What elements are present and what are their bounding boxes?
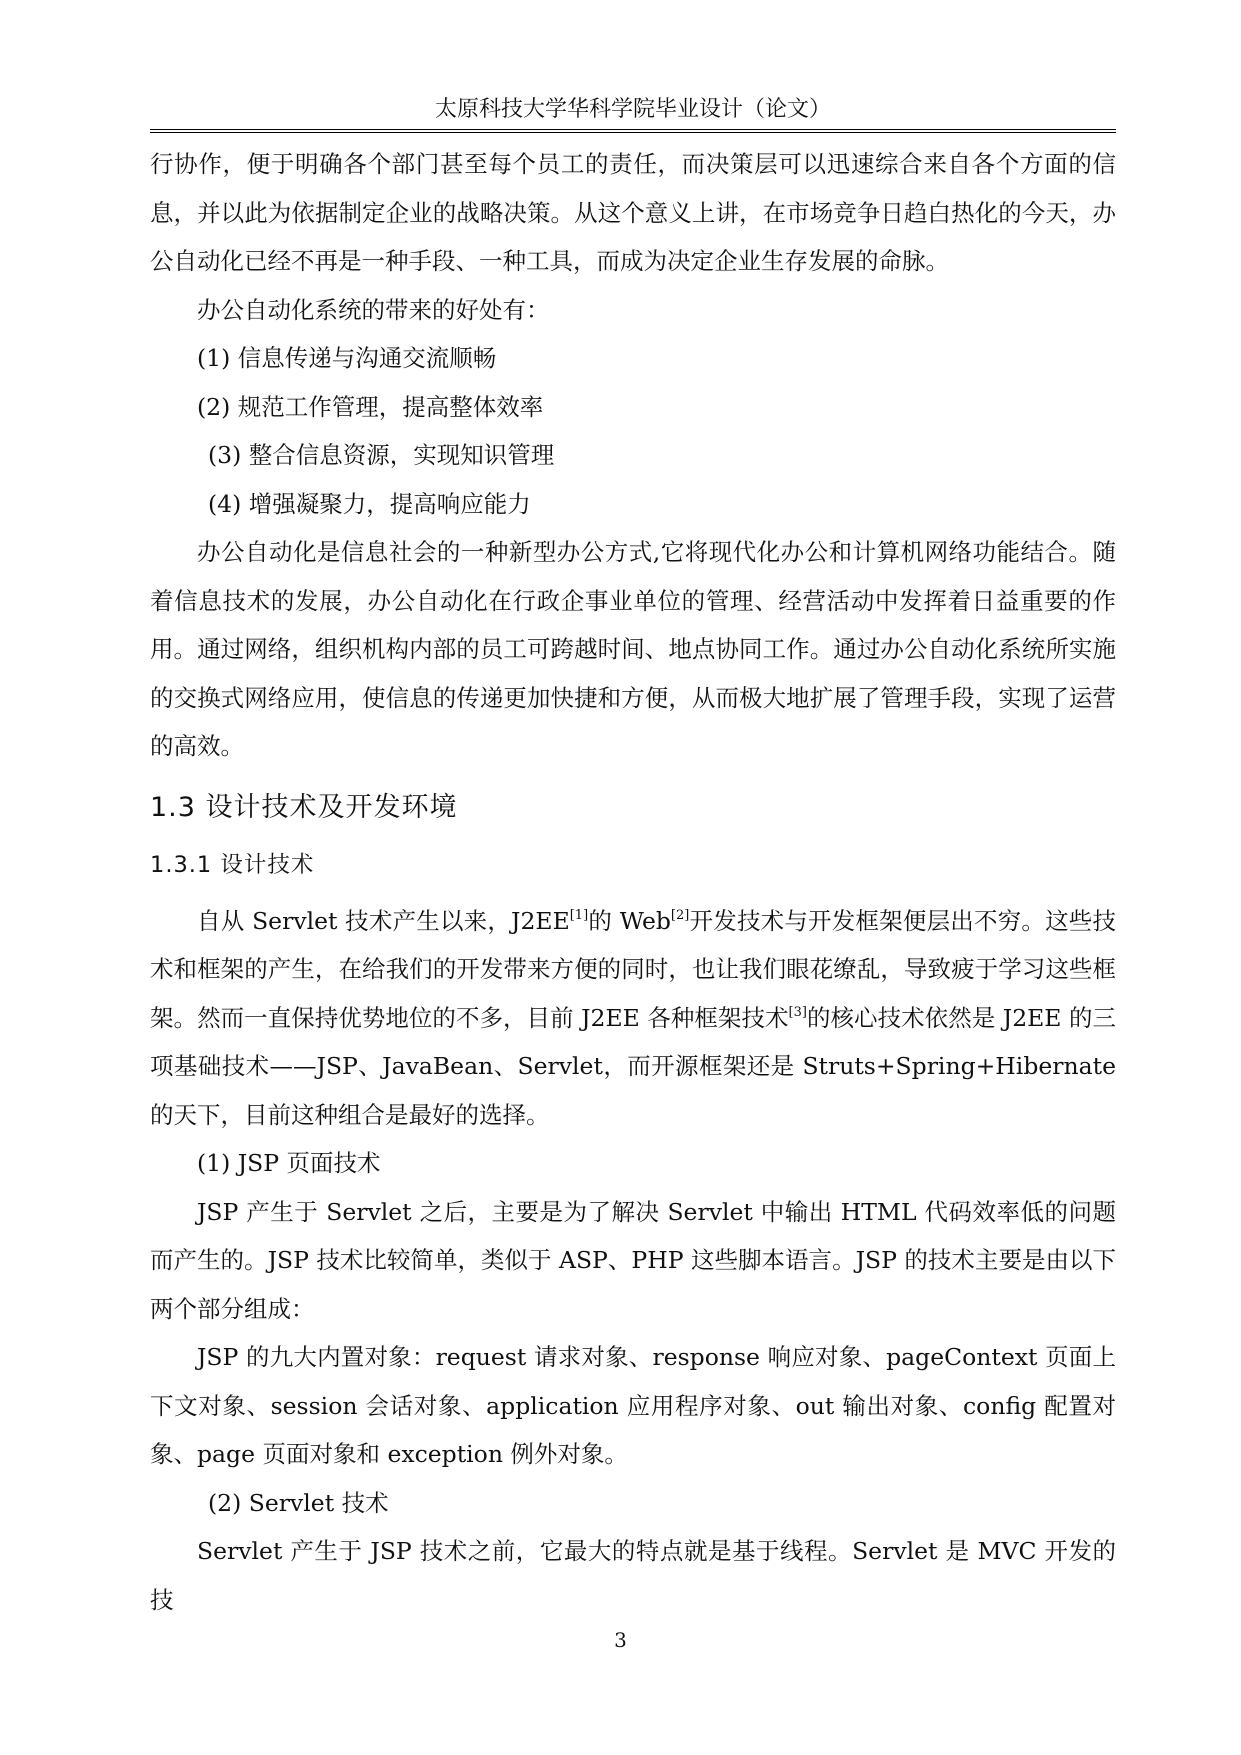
list-item: (4) 增强凝聚力，提高响应能力: [208, 489, 531, 518]
list-item-jsp: (1) JSP 页面技术: [197, 1149, 381, 1177]
paragraph-j2ee: [150, 897, 1116, 1140]
section-heading: 1.3 设计技术及开发环境: [150, 791, 458, 823]
list-item-servlet: (2) Servlet 技术: [208, 1488, 389, 1517]
paragraph-jsp: JSP 产生于 Servlet 之后，主要是为了解决 Servlet 中输出 HTML 代码效率低的问题而产生的。JSP 技术比较简单，类似于 ASP、PHP 这些脚本语言。JSP 的技术主要是由以下两个部分组成：: [150, 1197, 1116, 1323]
citation-ref: [3]: [788, 1004, 807, 1020]
header-rule-bottom: [150, 132, 1116, 133]
paragraph-office-automation: 办公自动化是信息社会的一种新型办公方式,它将现代化办公和计算机网络功能结合。随着信息技术的发展，办公自动化在行政企事业单位的管理、经营活动中发挥着日益重要的作用。通过网络，组织机构内部的员工可跨越时间、地点协同工作。通过办公自动化系统所实施的交换式网络应用，使信息的传递更加快捷和方便，从而极大地扩展了管理手段，实现了运营的高效。: [150, 538, 1116, 760]
paragraph-servlet: Servlet 产生于 JSP 技术之前，它最大的特点就是基于线程。Servlet 是 MVC 开发的技: [150, 1537, 1116, 1614]
page-body: [150, 140, 1116, 1624]
text-run: 自从 Servlet 技术产生以来，J2EE: [197, 906, 570, 935]
text-run: 的 Web: [588, 906, 671, 935]
subsection-heading: 1.3.1 设计技术: [150, 851, 315, 878]
list-item: (2) 规范工作管理，提高整体效率: [197, 392, 544, 421]
paragraph-continuation: 行协作，便于明确各个部门甚至每个员工的责任，而决策层可以迅速综合来自各个方面的信息，并以此为依据制定企业的战略决策。从这个意义上讲，在市场竞争日趋白热化的今天，办公自动化已经不再是一种手段、一种工具，而成为决定企业生存发展的命脉。: [150, 150, 1116, 275]
paragraph-jsp-objects: JSP 的九大内置对象：request 请求对象、response 响应对象、pageContext 页面上下文对象、session 会话对象、application 应用程序对象、out 输出对象、config 配置对象、page 页面对象和 exception 例外对象。: [150, 1343, 1116, 1468]
paragraph-benefits-intro: 办公自动化系统的带来的好处有：: [197, 295, 550, 324]
header-rule-top: [150, 129, 1116, 130]
list-item: (3) 整合信息资源，实现知识管理: [208, 441, 555, 469]
citation-ref: [2]: [670, 907, 690, 923]
text-run: 的核心技术依然是 J2EE 的三项基础技术——JSP、JavaBean、Servlet，而开源框架还是 Struts+Spring+Hibernate 的天下，目前这种组合是最好的选择。: [150, 1003, 1116, 1129]
citation-ref: [1]: [569, 907, 589, 923]
text-run: 开发技术与开发框架便层出不穷。这些技术和框架的产生，在给我们的开发带来方便的同时，也让我们眼花缭乱，导致疲于学习这些框架。然而一直保持优势地位的不多，目前 J2EE 各种框架技术: [150, 906, 1116, 1032]
page-number: 3: [614, 1628, 627, 1652]
running-header: 太原科技大学华科学院毕业设计（论文）: [434, 97, 831, 122]
list-item: (1) 信息传递与沟通交流顺畅: [197, 344, 497, 372]
